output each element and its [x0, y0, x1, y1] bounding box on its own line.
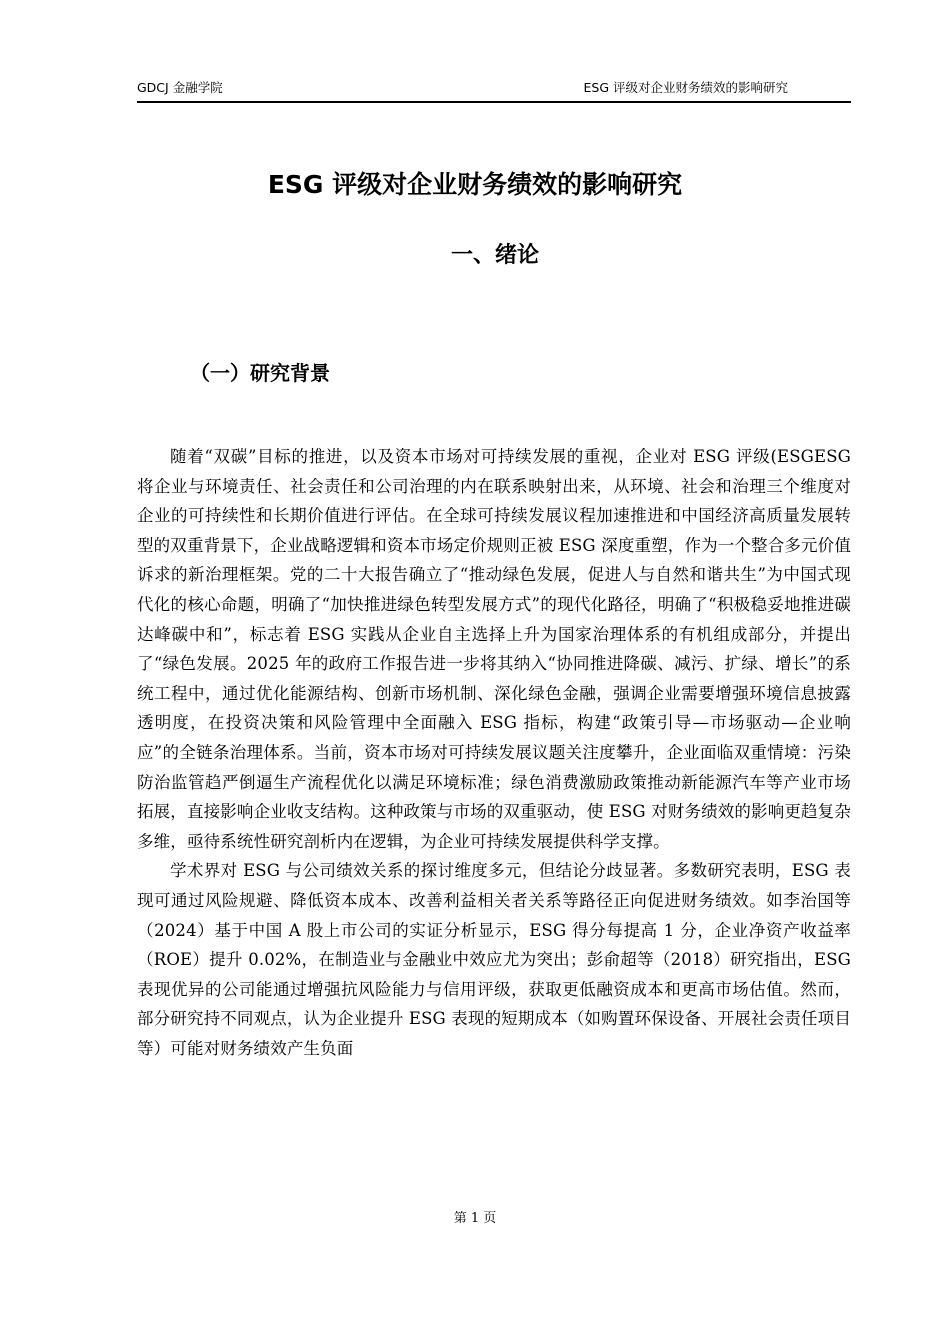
body-text — [137, 442, 851, 1063]
header-paper-title: ESG 评级对企业财务绩效的影响研究 — [583, 80, 788, 95]
header-rule — [137, 101, 851, 103]
paragraph-1: 随着“双碳”目标的推进，以及资本市场对可持续发展的重视，企业对 ESG 评级(ESGESG 将企业与环境责任、社会责任和公司治理的内在联系映射出来，从环境、社会和治理三个维度对企业的可持续性和长期价值进行评估。在全球可持续发展议程加速推进和中国经济高质量发展转型的双重背景下，企业战略逻辑和资本市场定价规则正被 ESG 深度重塑，作为一个整合多元价值诉求的新治理框架。党的二十大报告确立了“推动绿色发展，促进人与自然和谐共生”为中国式现代化的核心命题，明确了“加快推进绿色转型发展方式”的现代化路径，明确了“积极稳妥地推进碳达峰碳中和”，标志着 ESG 实践从企业自主选择上升为国家治理体系的有机组成部分，并提出了“绿色发展。2025 年的政府工作报告进一步将其纳入“协同推进降碳、减污、扩绿、增长”的系统工程中，通过优化能源结构、创新市场机制、深化绿色金融，强调企业需要增强环境信息披露透明度，在投资决策和风险管理中全面融入 ESG 指标，构建“政策引导—市场驱动—企业响应”的全链条治理体系。当前，资本市场对可持续发展议题关注度攀升，企业面临双重情境：污染防治监管趋严倒逼生产流程优化以满足环境标准；绿色消费激励政策推动新能源汽车等产业市场拓展，直接影响企业收支结构。这种政策与市场的双重驱动，使 ESG 对财务绩效的影响更趋复杂多维，亟待系统性研究剖析内在逻辑，为企业可持续发展提供科学支撑。 — [137, 447, 851, 851]
subsection-heading: （一）研究背景 — [190, 361, 330, 385]
document-title: ESG 评级对企业财务绩效的影响研究 — [267, 170, 683, 199]
running-header — [137, 78, 850, 100]
paragraph-2: 学术界对 ESG 与公司绩效关系的探讨维度多元，但结论分歧显著。多数研究表明，ESG 表现可通过风险规避、降低资本成本、改善利益相关者关系等路径正向促进财务绩效。如李治国等（2024）基于中国 A 股上市公司的实证分析显示，ESG 得分每提高 1 分，企业净资产收益率（ROE）提升 0.02%，在制造业与金融业中效应尤为突出；彭俞超等（2018）研究指出，ESG 表现优异的公司能通过增强抗风险能力与信用评级，获取更低融资成本和更高市场估值。然而，部分研究持不同观点，认为企业提升 ESG 表现的短期成本（如购置环保设备、开展社会责任项目等）可能对财务绩效产生负面 — [137, 861, 851, 1058]
page-number: 第 1 页 — [453, 1211, 497, 1226]
section-heading: 一、绪论 — [450, 243, 539, 268]
header-institution: GDCJ 金融学院 — [137, 80, 223, 95]
